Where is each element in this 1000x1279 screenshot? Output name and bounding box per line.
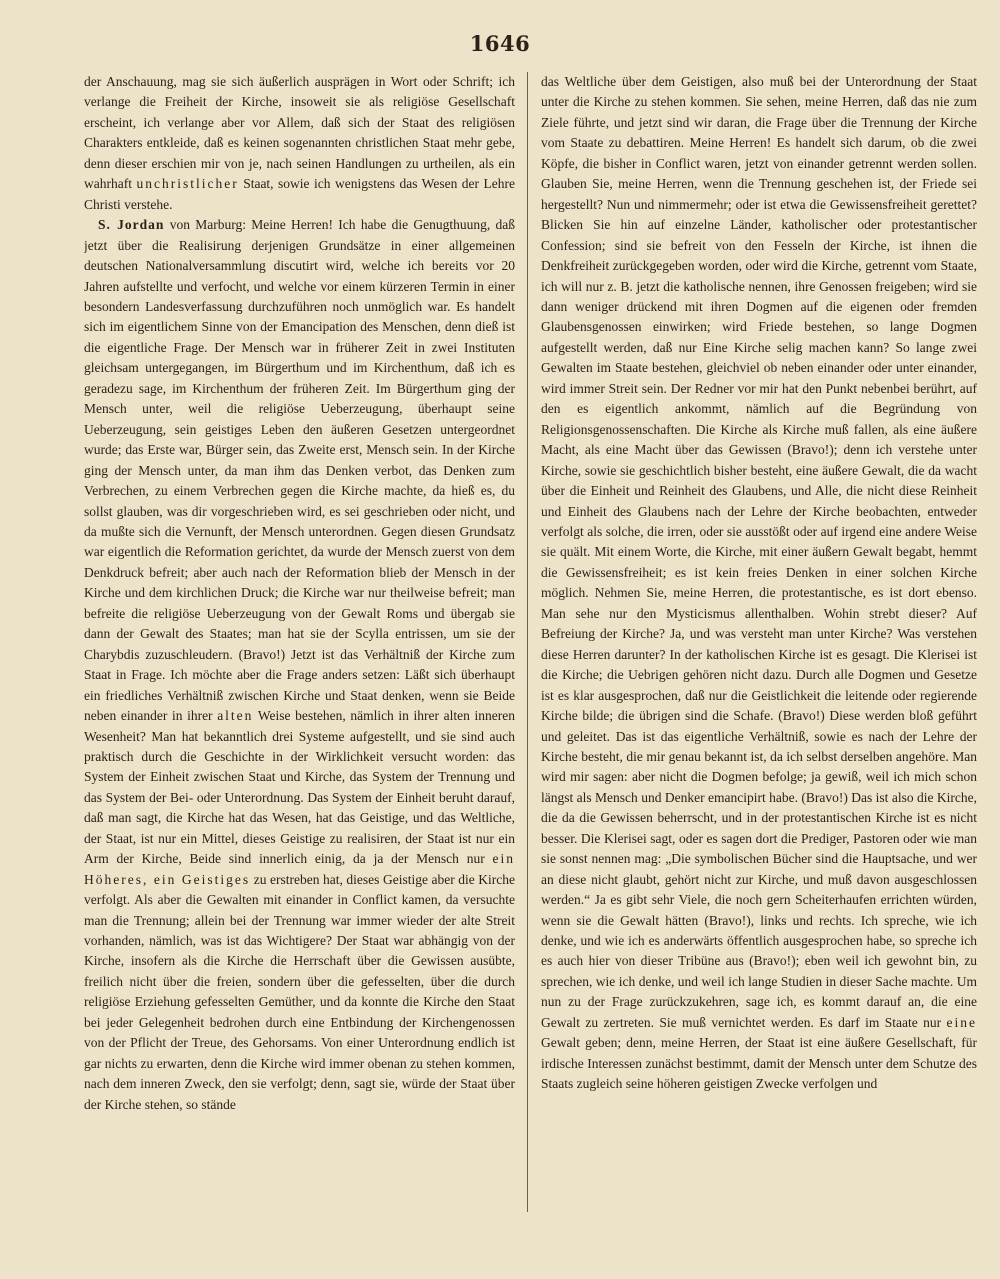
left-p2-emphasis: alten bbox=[217, 708, 254, 724]
left-p1-end: Staat, sowie ich wenigstens das Wesen der Lehre Christi verstehe. bbox=[84, 176, 515, 212]
left-p2-emphasis-2: ein Höheres, ein Geistiges bbox=[84, 851, 515, 887]
left-p2-text-c: zu erstreben hat, dieses Geistige aber die Kirche verfolgt. Als aber die Gewalten mit einander in Conflict kamen, da versuchte man die Trennung; allein bei der Trennung war immer wieder der alte Streit vorhanden, nämlich, was ist das Wichtigere? Der Staat war abhängig von der Kirche, insofern als die Kirche die Herrschaft über die Gewissen ausübte, freilich nicht über die freien, sondern über die gefesselten, über die durch religiöse Erziehung gefesselten Gemüther, und da konnte die Kirche den Staat bei jeder Gelegenheit bedrohen durch eine Entbindung der Kirchengenossen von der Pflicht der Treue, des Gehorsams. Von einer Unterordnung endlich ist gar nichts zu erwarten, denn die Kirche wird immer obenan zu stehen kommen, nach dem inneren Zweck, den sie verfolgt; denn, sagt sie, würde der Staat über der Kirche stehen, so stände bbox=[84, 871, 515, 1112]
left-p2-text-b: Weise bestehen, nämlich in ihrer alten inneren Wesenheit? Man hat bekanntlich drei Systeme aufgestellt, und sie sind auch praktisch durch die Geschichte in der Wirklichkeit versucht worden: das System der Einheit zwischen Staat und Kirche, das System der Trennung und das System der Bei- oder Unterordnung. Das System der Einheit beruht darauf, daß man sagt, die Kirche hat das Wesen, hat das Geistige, und das Weltliche, der Staat, ist nur ein Mittel, dieses Geistige zu realisiren, der Staat ist nur ein Arm der Kirche, Beide sind innerlich einig, da ja der Mensch nur bbox=[84, 708, 515, 867]
right-p1-end: Gewalt geben; denn, meine Herren, der Staat ist eine äußere Gesellschaft, für irdische Interessen zunächst bestimmt, damit der Mensch unter dem Schutze des Staats zugleich seine höheren geistigen Zwecke verfolgen und bbox=[541, 1035, 977, 1092]
right-p1-emphasis: eine bbox=[946, 1014, 977, 1030]
left-paragraph-1 bbox=[84, 72, 515, 215]
speaker-name: S. Jordan bbox=[98, 217, 165, 233]
page-number: 1646 bbox=[469, 31, 531, 56]
left-p1-text: der Anschauung, mag sie sich äußerlich ausprägen in Wort oder Schrift; ich verlange die Freiheit der Kirche, insoweit sie als religiöse Gesellschaft erscheint, ich verlange aber vor Allem, daß sich der Staat des religiösen Charakters entkleide, daß es keinen sogenannten christlichen Staat mehr gebe, denn dieser erschien mir von je, nach seinen Handlungen zu urtheilen, als ein wahrhaft bbox=[84, 74, 515, 192]
left-p2-text: von Marburg: Meine Herren! Ich habe die Genugthuung, daß jetzt über die Realisirung derjenigen Grundsätze in einer allgemeinen deutschen Nationalversammlung discutirt wird, welche ich bereits vor 20 Jahren aufstellte und verfocht, und welche vor einem kürzeren Termin in einer besondern Landesverfassung durchzuführen noch unmöglich war. Es handelt sich im eigentlichem Sinne von der Emancipation des Menschen, denn dieß ist die eigentliche Frage. Der Mensch war in früherer Zeit in zwei Instituten gleichsam untergegangen, im Bürgerthum und im Kirchenthum, daß ich es geradezu sage, im Kirchenthum der früheren Zeit. Im Bürgerthum ging der Mensch unter, weil die religiöse Ueberzeugung, überhaupt seine Ueberzeugung, sein geistiges Leben den äußeren Gesetzen untergeordnet wurde; das Erste war, Bürger sein, das Zweite erst, Mensch sein. In der Kirche ging der Mensch unter, da man ihm das Denken verbot, das Denken zum Verbrechen, zu einem Verbrechen gegen die Kirche machte, da hieß es, du sollst glauben, was dir vorgeschrieben wird, es sei geschrieben oder nicht, und da mußte sich die Vernunft, der Mensch unterordnen. Gegen diesen Grundsatz war eigentlich die Reformation gerichtet, da wurde der Mensch zuerst von dem Denkdruck befreit; aber auch nach der Reformation blieb der Mensch in der Kirche und dem kirchlichen Druck; die Kirche war nur theilweise befreit; man befreite die religiöse Ueberzeugung von der Gewalt Roms und übergab sie dann der Gewalt des Staates; man hat sie der Scylla entrissen, um sie der Charybdis zuzuschleudern. (Bravo!) Jetzt ist das Verhältniß der Kirche zum Staat in Frage. Ich möchte aber die Frage anders setzen: Läßt sich überhaupt ein friedliches Verhältniß zwischen Kirche und Staat denken, wenn sie Beide neben einander in ihrer bbox=[84, 217, 515, 724]
left-paragraph-2 bbox=[84, 215, 515, 1115]
right-column bbox=[541, 72, 977, 1267]
left-p1-emphasis: unchristlicher bbox=[136, 176, 239, 192]
right-p1-text: das Weltliche über dem Geistigen, also muß bei der Unterordnung der Staat unter die Kirche zu stehen kommen. Sie sehen, meine Herren, daß das nie zum Ziele führte, und jetzt sind wir daran, die Frage über die Trennung der Kirche vom Staate zu debattiren. Meine Herren! Es handelt sich darum, ob die zwei Köpfe, die bisher in Conflict waren, jetzt von einander getrennt werden sollen. Glauben Sie, meine Herren, wenn die Trennung geschehen ist, der Friede sei hergestellt? Nun und nimmermehr; oder ist etwa die Gewissensfreiheit gerettet? Blicken Sie hin auf einzelne Länder, katholischer oder protestantischer Confession; sind sie befreit von den Fesseln der Kirche, ist ihnen die Denkfreiheit zurückgegeben worden, oder wird die Kirche, getrennt vom Staate, ich will nur z. B. jetzt die katholische nennen, ihre Genossen freigeben; wird sie dann weniger drückend mit ihren Dogmen auf die eigenen oder fremden Glaubensgenossen einwirken; wird Friede bestehen, so lange Dogmen aufgestellt werden, daß nur Eine Kirche selig machen kann? So lange zwei Gewalten im Staate bestehen, gleichviel ob neben einander oder unter einander, wird immer Streit sein. Der Redner vor mir hat den Punkt nebenbei berührt, auf den es eigentlich ankommt, nämlich auf die Begründung von Religionsgenossenschaften. Die Kirche als Kirche muß fallen, als eine äußere Macht, als eine Macht über das Gewissen (Bravo!); denn ich verstehe unter Kirche, sowie sie geschichtlich bisher besteht, eine äußere Gewalt, die da wacht über die Einheit und Reinheit des Glaubens, und Alle, die nicht diese Reinheit und Einheit des Glaubens nach der Lehre der Kirche beobachten, entweder verfolgt als solche, die irren, oder sie ausstößt oder auf irgend eine andere Weise sie quält. Mit einem Worte, die Kirche, mit einer äußern Gewalt begabt, hemmt die Gewissensfreiheit; es ist kein freies Denken in einer solchen Kirche möglich. Nehmen Sie, meine Herren, die protestantische, es ist dort ebenso. Man sehe nur den Mysticismus allenthalben. Wohin strebt dieser? Auf Befreiung der Kirche? Ja, und was versteht man unter Kirche? Was verstehen diese Herren darunter? In der katholischen Kirche ist es gesagt. Die Klerisei ist die Kirche; die Uebrigen gehören nicht dazu. Durch alle Dogmen und Gesetze ist es klar ausgesprochen, daß nur die Geistlichkeit die leitende oder regierende Kirche bilde; die übrigen sind die Schafe. (Bravo!) Diese werden bloß geführt und geleitet. Das ist das eigentliche Verhältniß, sowie es nach der Lehre der Kirche besteht, die mir genau bekannt ist, da ich selbst derselben angehöre. Man wird mir sagen: aber nicht die Dogmen befolge; ja gewiß, weil ich mich schon längst als Mensch und Denker emancipirt habe. (Bravo!) Das ist also die Kirche, die da die Gewissen beherrscht, und in der protestantischen Kirche ist es nicht besser. Die Klerisei sagt, oder es sagen dort die Prediger, Pastoren oder wie man sie sonst nennen mag: „Die symbolischen Bücher sind die Hauptsache, und wer an diese nicht glaubt, gehört nicht zur Kirche, und muß davon ausgeschlossen werden.“ Ja es gibt sehr Viele, die noch gern Scheiterhaufen errichten würden, wenn sie die Gewalt hätten (Bravo!), links und rechts. Ich spreche, wie ich denke, und wie ich es anderwärts öffentlich ausgesprochen habe, so spreche ich es auch hier von dieser Tribüne aus (Bravo!); eben weil ich gewohnt bin, zu sprechen, wie ich denke, und weil ich lange Studien in dieser Sache machte. Um nun zu der Frage zurückzukehren, sage ich, es kommt darauf an, die eine Gewalt zu zertreten. Sie muß vernichtet werden. Es darf im Staate nur bbox=[541, 74, 977, 1030]
column-divider bbox=[527, 72, 528, 1212]
right-paragraph-1 bbox=[541, 72, 977, 1095]
left-column bbox=[84, 72, 515, 1267]
